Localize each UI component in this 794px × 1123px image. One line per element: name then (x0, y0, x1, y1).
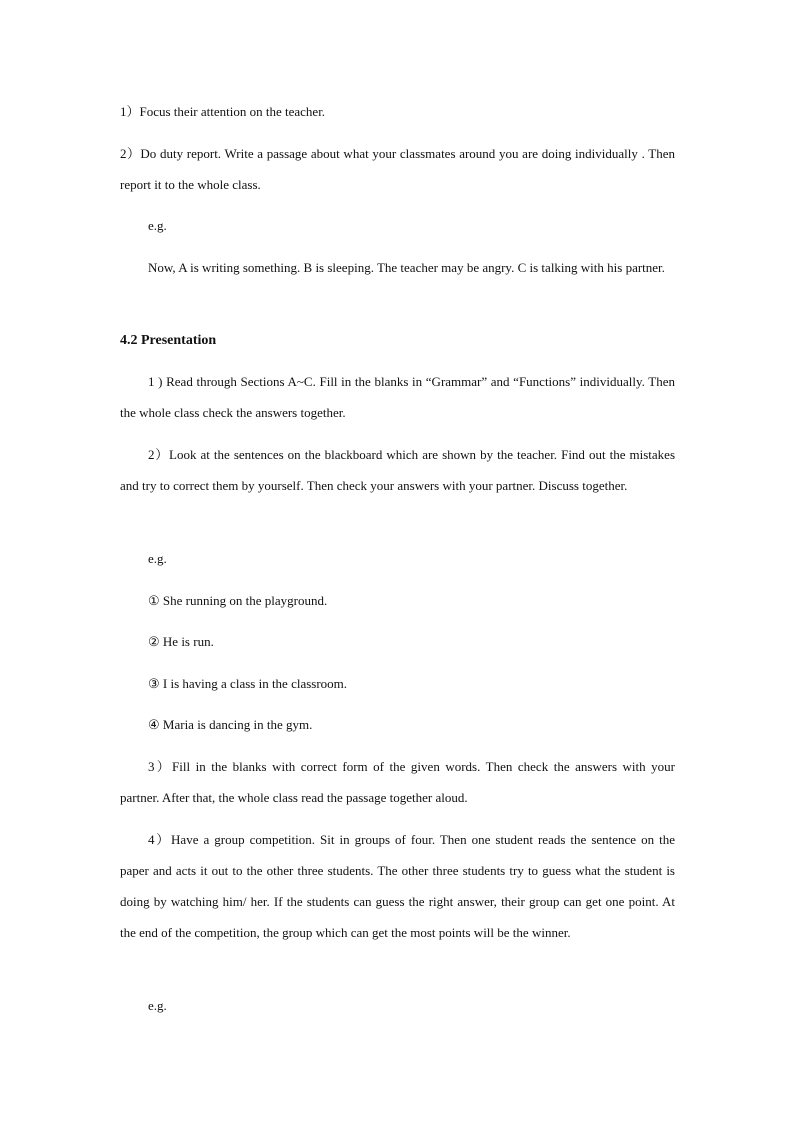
example-label: e.g. (148, 998, 167, 1013)
list-item: ④ Maria is dancing in the gym. (148, 717, 313, 732)
warmup-item-1: 1）Focus their attention on the teacher. (120, 104, 326, 119)
list-item: ① She running on the playground. (148, 593, 328, 608)
presentation-step-1: 1 ) Read through Sections A~C. Fill in the blanks in “Grammar” and “Functions” individually. Then the whole class check the answers together. (120, 374, 675, 420)
example-label: e.g. (148, 218, 167, 233)
example-label: e.g. (148, 551, 167, 566)
presentation-step-3: 3）Fill in the blanks with correct form of the given words. Then check the answers with your partner. After that, the whole class read the passage together aloud. (120, 759, 675, 805)
warmup-item-2: 2）Do duty report. Write a passage about what your classmates around you are doing individually . Then report it to the whole class. (120, 146, 675, 192)
list-item: ③ I is having a class in the classroom. (148, 676, 348, 691)
list-item: ② He is run. (148, 634, 214, 649)
presentation-step-2: 2）Look at the sentences on the blackboard which are shown by the teacher. Find out the mistakes and try to correct them by yourself. Then check your answers with your partner. Discuss together. (120, 447, 675, 493)
presentation-step-4: 4）Have a group competition. Sit in groups of four. Then one student reads the sentence on the paper and acts it out to the other three students. The other three students try to guess what the student is doing by watching him/ her. If the students can guess the right answer, their group can get one point. At the end of the competition, the group which can get the most points will be the winner. (120, 832, 675, 940)
section-heading: 4.2 Presentation (120, 333, 217, 348)
warmup-example: Now, A is writing something. B is sleeping. The teacher may be angry. C is talking with his partner. (148, 260, 665, 275)
